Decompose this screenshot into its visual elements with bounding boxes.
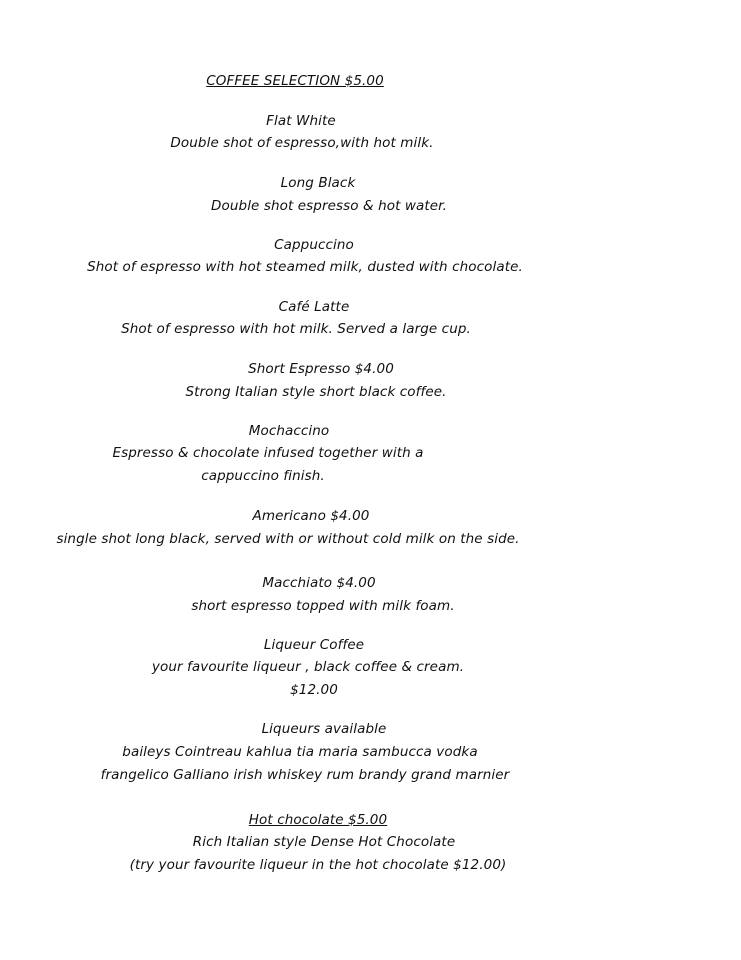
item-description: Espresso & chocolate infused together with a [112, 445, 424, 461]
item-name: Café Latte [278, 299, 350, 315]
item-name: Long Black [280, 175, 356, 191]
item-name: Liqueur Coffee [263, 637, 365, 653]
item-description: short espresso topped with milk foam. [191, 598, 455, 614]
coffee-selection-heading: COFFEE SELECTION $5.00 [206, 73, 384, 89]
item-description: Rich Italian style Dense Hot Chocolate [192, 834, 456, 850]
item-description: your favourite liqueur , black coffee & cream. [151, 659, 465, 675]
item-description: Double shot of espresso,with hot milk. [170, 135, 434, 151]
liqueur-list: baileys Cointreau kahlua tia maria sambucca vodka [122, 744, 478, 760]
item-name: Liqueurs available [261, 721, 387, 737]
item-description: Shot of espresso with hot milk. Served a large cup. [121, 321, 471, 337]
hot-chocolate-heading: Hot chocolate $5.00 [248, 812, 388, 828]
item-price: $12.00 [290, 682, 338, 698]
item-name: Macchiato $4.00 [262, 575, 376, 591]
item-description: Double shot espresso & hot water. [211, 198, 447, 214]
item-description: Strong Italian style short black coffee. [185, 384, 447, 400]
item-name: Americano $4.00 [252, 508, 370, 524]
item-description: (try your favourite liqueur in the hot chocolate $12.00) [129, 857, 507, 873]
item-name: Short Espresso $4.00 [248, 361, 394, 377]
item-description: single shot long black, served with or without cold milk on the side. [56, 531, 520, 547]
item-description: cappuccino finish. [201, 468, 325, 484]
liqueur-list: frangelico Galliano irish whiskey rum brandy grand marnier [100, 767, 510, 783]
item-description: Shot of espresso with hot steamed milk, dusted with chocolate. [87, 259, 523, 275]
item-name: Cappuccino [274, 237, 354, 253]
item-name: Mochaccino [248, 423, 330, 439]
item-name: Flat White [266, 113, 336, 129]
